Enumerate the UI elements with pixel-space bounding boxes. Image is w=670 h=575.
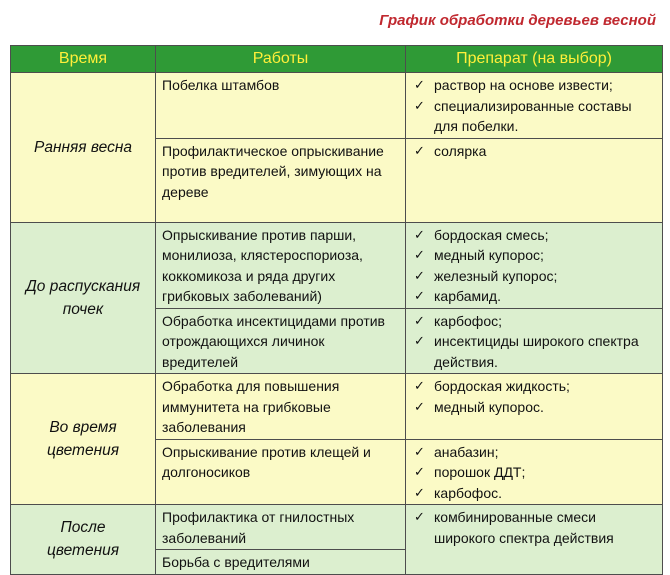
table-header-row [11,46,663,73]
preparation-cell [406,73,663,139]
list-item: ✓ инсектициды широкого спектра действия. [414,333,639,370]
check-icon: ✓ [414,267,425,283]
list-item: ✓ раствор на основе извести; [412,75,656,96]
list-item: ✓ специализированные составы для побелки. [414,97,632,134]
list-item: ✓ железный купорос; [412,266,656,287]
list-item: ✓ карбофос. [412,483,656,504]
work-cell: Обработка инсектицидами против отрождающихся личинок вредителей [156,308,406,374]
check-icon: ✓ [414,443,425,459]
header-time: Время [11,46,156,73]
check-icon: ✓ [414,398,425,414]
list-item: ✓ анабазин; [412,442,656,463]
page-title: График обработки деревьев весной [379,12,656,29]
table-row [11,505,663,550]
period-cell: Во время цветения [11,374,156,505]
check-icon: ✓ [414,77,425,92]
treatment-schedule-table [10,45,663,575]
header-works: Работы [156,46,406,73]
preparation-cell [406,505,663,575]
work-cell: Опрыскивание против парши, монилиоза, клястероспориоза, коккомикоза и ряда других грибковых заболеваний) [156,222,406,308]
preparation-cell [406,138,663,222]
check-icon: ✓ [414,484,425,500]
preparation-cell [406,308,663,374]
check-icon: ✓ [414,226,425,242]
table-row [11,73,663,139]
list-item: ✓ порошок ДДТ; [412,462,656,483]
work-cell: Профилактическое опрыскивание против вредителей, зимующих на дереве [156,138,406,222]
check-icon: ✓ [414,464,425,479]
list-item: ✓ карбамид. [412,286,656,307]
check-icon: ✓ [414,333,425,348]
check-icon: ✓ [414,97,425,113]
list-item: ✓ комбинированные смеси широкого спектра действия [414,509,614,546]
check-icon: ✓ [414,142,425,158]
check-icon: ✓ [414,288,425,303]
header-preparation: Препарат (на выбор) [406,46,663,73]
period-cell: До распускания почек [11,222,156,374]
work-cell: Профилактика от гнилостных заболеваний [156,505,406,550]
list-item: ✓ бордоская смесь; [412,225,656,246]
work-cell: Обработка для повышения иммунитета на грибковые заболевания [156,374,406,440]
table-row [11,222,663,308]
work-cell: Опрыскивание против клещей и долгоносиков [156,439,406,505]
check-icon: ✓ [414,247,425,262]
list-item: ✓ медный купорос; [412,245,656,266]
work-cell: Побелка штамбов [156,73,406,139]
preparation-cell [406,374,663,440]
work-cell: Борьба с вредителями [156,550,406,575]
check-icon: ✓ [414,312,425,328]
period-cell: Ранняя весна [11,73,156,223]
preparation-cell [406,439,663,505]
period-cell: После цветения [11,505,156,575]
list-item: ✓ бордоская жидкость; [412,376,656,397]
check-icon: ✓ [414,378,425,393]
table-row [11,374,663,440]
list-item: ✓ медный купорос. [412,397,656,418]
check-icon: ✓ [414,509,425,524]
list-item: ✓ карбофос; [412,311,656,332]
preparation-cell [406,222,663,308]
list-item: ✓ солярка [412,141,656,162]
